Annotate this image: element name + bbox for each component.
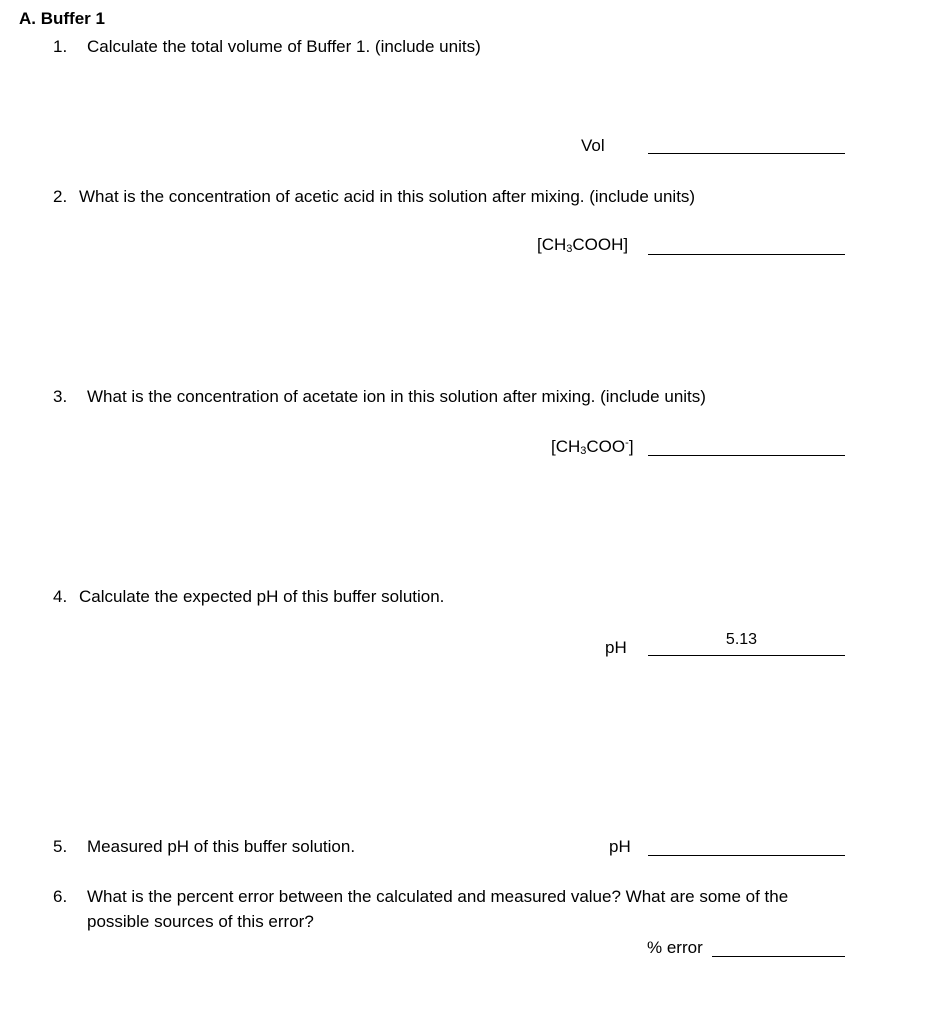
section-title: A. Buffer 1: [19, 9, 105, 28]
question-6-number: 6.: [53, 887, 68, 906]
question-1-text: Calculate the total volume of Buffer 1. (include units): [87, 37, 481, 56]
question-1-label: Vol: [581, 136, 605, 155]
question-3-label-superscript: -: [625, 437, 629, 449]
question-4-text: Calculate the expected pH of this buffer solution.: [79, 587, 445, 606]
question-2-text: What is the concentration of acetic acid in this solution after mixing. (include units): [79, 187, 696, 206]
question-3-label-suffix: ]: [628, 437, 634, 456]
question-3-label: [551, 437, 634, 457]
question-6-answer-field[interactable]: [712, 934, 845, 954]
question-5-number: 5.: [53, 837, 68, 856]
question-5-answer-field[interactable]: [648, 833, 845, 853]
question-4-answer-field[interactable]: [648, 630, 835, 650]
question-3-answer-field[interactable]: [648, 433, 845, 453]
question-4-number: 4.: [53, 587, 68, 606]
question-6-label: % error: [647, 938, 703, 957]
question-5-answer-line: [648, 855, 845, 856]
question-2-answer-line: [648, 254, 845, 255]
question-2-label-subscript: 3: [566, 243, 573, 255]
question-1-answer-field[interactable]: [648, 131, 845, 151]
question-1-number: 1.: [53, 37, 68, 56]
question-6-answer-line: [712, 956, 845, 957]
question-3-label-mid: COO: [586, 437, 626, 456]
question-5-text: Measured pH of this buffer solution.: [87, 837, 356, 856]
question-5-label: pH: [609, 837, 631, 856]
question-3-answer-line: [648, 455, 845, 456]
question-2-label-suffix: COOH]: [572, 235, 629, 254]
question-3-text: What is the concentration of acetate ion in this solution after mixing. (include units): [87, 387, 706, 406]
question-2-number: 2.: [53, 187, 68, 206]
question-6-text-line-2: possible sources of this error?: [87, 912, 314, 931]
question-6-text-line-1: What is the percent error between the calculated and measured value? What are some of the: [87, 887, 789, 906]
question-2-label-prefix: [CH: [537, 235, 567, 254]
question-4-answer-line: [648, 655, 845, 656]
question-1-answer-line: [648, 153, 845, 154]
question-3-label-prefix: [CH: [551, 437, 581, 456]
question-2-label: [537, 235, 628, 255]
question-4-label: pH: [605, 638, 627, 657]
question-2-answer-field[interactable]: [648, 232, 845, 252]
question-3-number: 3.: [53, 387, 68, 406]
question-3-label-subscript: 3: [580, 445, 587, 457]
